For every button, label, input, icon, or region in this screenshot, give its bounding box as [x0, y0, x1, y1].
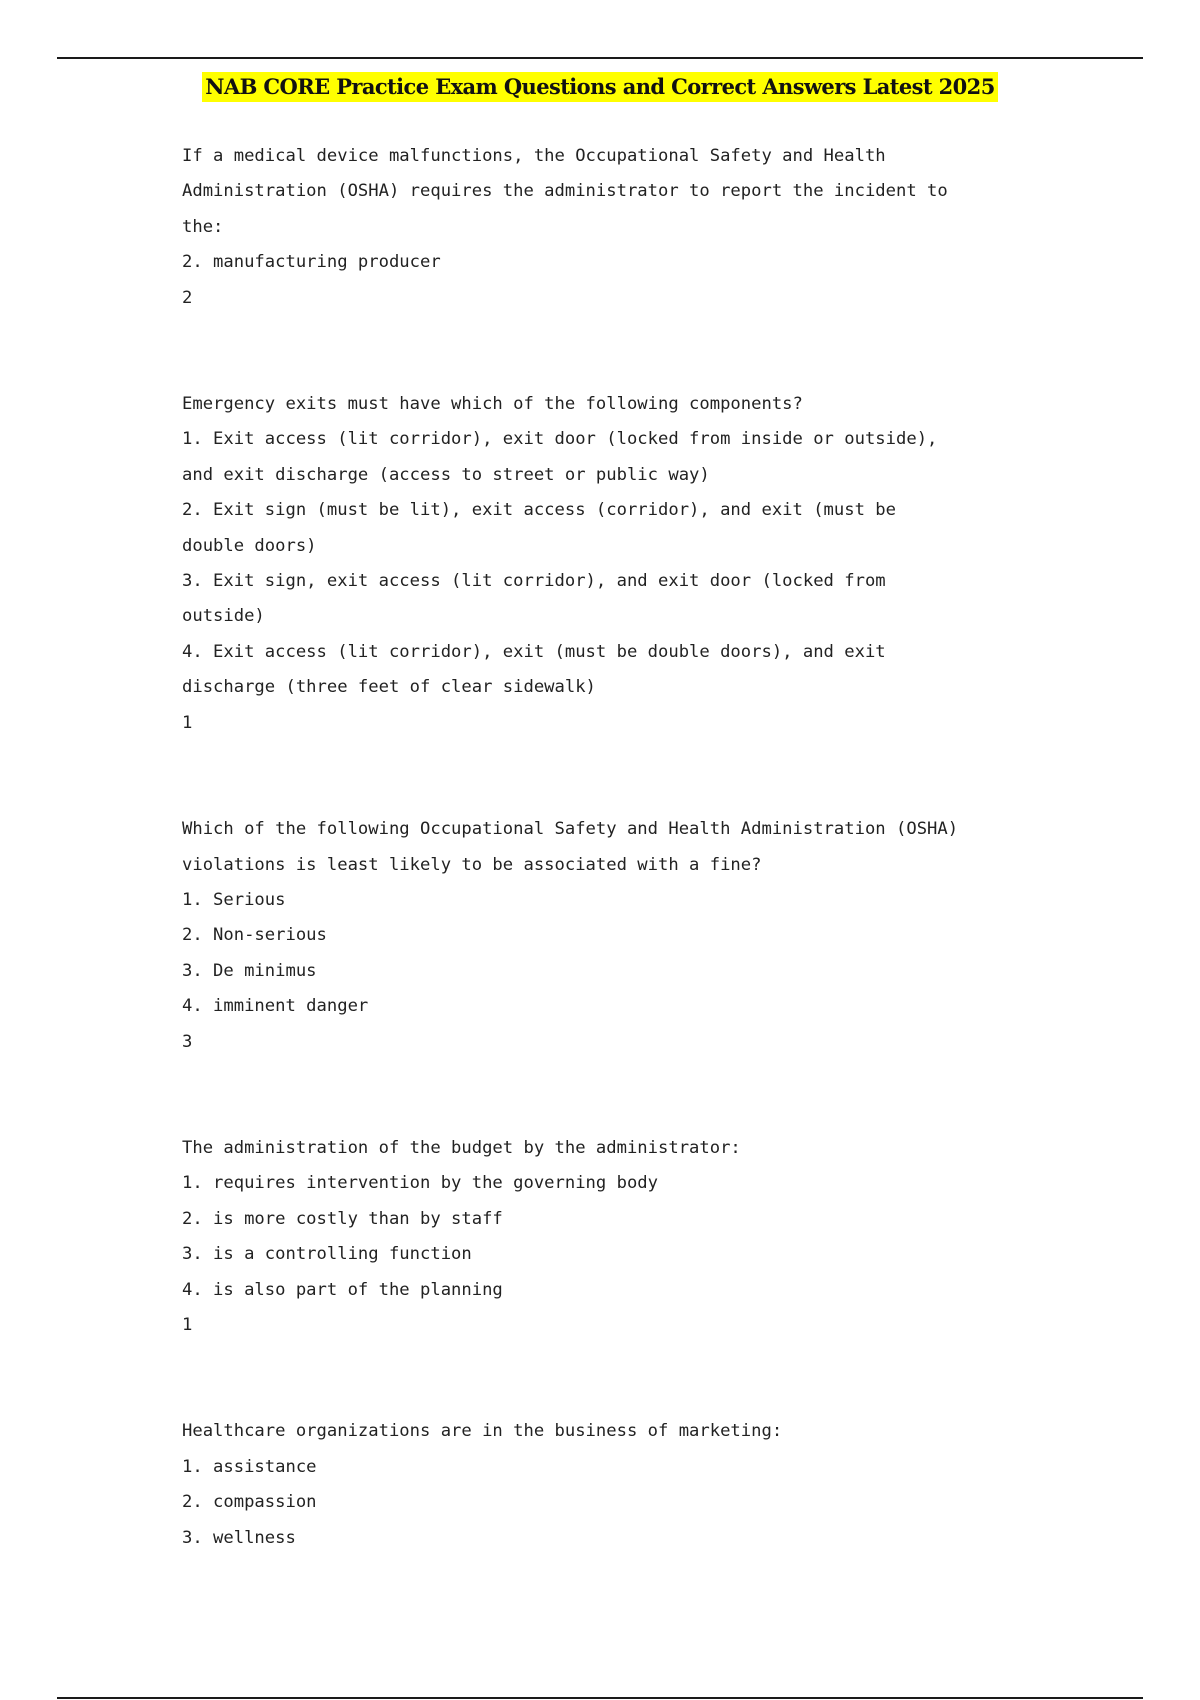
correct-answer: 2	[182, 287, 193, 308]
question-text: Administration (OSHA) requires the administrator to report the incident to	[182, 181, 948, 202]
top-rule	[57, 57, 1143, 59]
bottom-rule	[57, 1697, 1143, 1699]
answer-option: 1. requires intervention by the governing body	[182, 1173, 658, 1194]
title-container	[0, 72, 1200, 102]
question-block	[182, 812, 1082, 1060]
question-block	[182, 1414, 1082, 1556]
answer-option: 2. manufacturing producer	[182, 252, 441, 273]
answer-option: 2. Non-serious	[182, 925, 327, 946]
answer-option: 4. Exit access (lit corridor), exit (must be double doors), and exit	[182, 641, 886, 662]
answer-option: double doors)	[182, 535, 317, 556]
question-text: the:	[182, 216, 224, 237]
question-block	[182, 387, 1082, 741]
question-block	[182, 1131, 1082, 1343]
answer-option: 4. is also part of the planning	[182, 1279, 503, 1300]
answer-option: 1. Serious	[182, 889, 286, 910]
question-list	[182, 139, 1082, 1627]
answer-option: 2. compassion	[182, 1492, 317, 1513]
answer-option: outside)	[182, 606, 265, 627]
answer-option: 3. wellness	[182, 1527, 296, 1548]
answer-option: 2. Exit sign (must be lit), exit access (corridor), and exit (must be	[182, 500, 896, 521]
answer-option: 1. assistance	[182, 1456, 317, 1477]
answer-option: 3. Exit sign, exit access (lit corridor), and exit door (locked from	[182, 571, 886, 592]
correct-answer: 1	[182, 712, 193, 733]
answer-option: 2. is more costly than by staff	[182, 1208, 503, 1229]
document-title: NAB CORE Practice Exam Questions and Correct Answers Latest 2025	[202, 72, 997, 102]
answer-option: 3. is a controlling function	[182, 1244, 472, 1265]
correct-answer: 1	[182, 1314, 193, 1335]
correct-answer: 3	[182, 1031, 193, 1052]
answer-option: discharge (three feet of clear sidewalk)	[182, 677, 596, 698]
question-text: Healthcare organizations are in the business of marketing:	[182, 1421, 783, 1442]
answer-option: 1. Exit access (lit corridor), exit door (locked from inside or outside),	[182, 429, 938, 450]
answer-option: 3. De minimus	[182, 960, 317, 981]
question-text: violations is least likely to be associated with a fine?	[182, 854, 762, 875]
question-text: If a medical device malfunctions, the Occupational Safety and Health	[182, 146, 886, 166]
answer-option: 4. imminent danger	[182, 996, 369, 1017]
question-text: Emergency exits must have which of the following components?	[182, 394, 803, 415]
answer-option: and exit discharge (access to street or public way)	[182, 464, 710, 485]
question-text: Which of the following Occupational Safety and Health Administration (OSHA)	[182, 819, 959, 840]
question-text: The administration of the budget by the administrator:	[182, 1137, 741, 1158]
question-block	[182, 139, 1082, 316]
